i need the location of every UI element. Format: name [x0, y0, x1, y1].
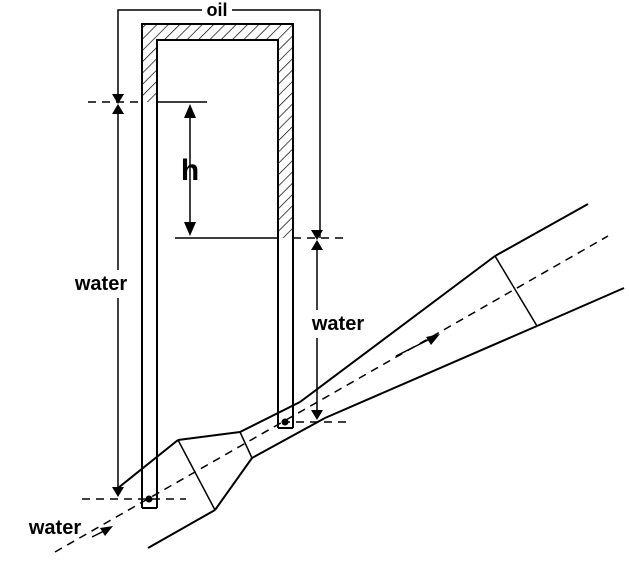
oil-region	[143, 25, 292, 238]
flow-arrow-main	[396, 334, 440, 356]
label-water-left: water	[74, 273, 128, 295]
label-water-right: water	[311, 313, 365, 335]
label-water-inlet: water	[28, 517, 82, 539]
flow-arrow-inlet	[92, 526, 113, 537]
label-oil: oil	[206, 0, 228, 20]
pipe-centerline	[55, 236, 608, 552]
tap-point-inlet	[146, 496, 153, 503]
label-h: h	[180, 154, 200, 187]
venturi-pipe	[55, 204, 624, 552]
